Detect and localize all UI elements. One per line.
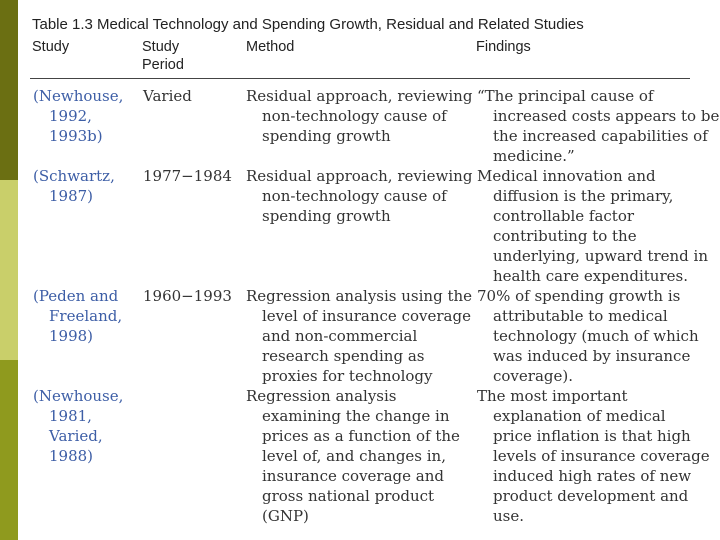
findings-line: explanation of medical [493, 407, 666, 425]
study-line: (Newhouse, [33, 387, 124, 405]
method-line: gross national product [262, 487, 435, 505]
findings-line: diffusion is the primary, [493, 187, 674, 205]
findings-line: 70% of spending growth is [477, 287, 681, 305]
findings-line: coverage). [493, 367, 573, 385]
findings-line: use. [493, 507, 525, 525]
method-line: insurance coverage and [262, 467, 444, 485]
findings-line: technology (much of which [493, 327, 699, 345]
findings-line: underlying, upward trend in [493, 247, 708, 265]
study-cell [33, 166, 133, 206]
findings-line: levels of insurance coverage [493, 447, 710, 465]
method-line: Regression analysis [246, 387, 397, 405]
findings-line: price inflation is that high [493, 427, 691, 445]
findings-line: “The principal cause of [477, 87, 654, 105]
period-cell: Varied [143, 87, 192, 105]
method-line: examining the change in [262, 407, 450, 425]
method-cell [246, 286, 473, 386]
study-cell [33, 86, 133, 146]
study-line: 1998) [49, 327, 94, 345]
header-period-line-1: Study [142, 39, 180, 55]
method-line: level of insurance coverage [262, 307, 471, 325]
findings-line: contributing to the [493, 227, 637, 245]
header-study: Study [32, 39, 70, 55]
method-line: proxies for technology [262, 367, 433, 385]
method-line: spending growth [262, 207, 391, 225]
findings-cell [477, 86, 720, 166]
findings-line: controllable factor [493, 207, 635, 225]
period-cell: 1977−1984 [143, 167, 232, 185]
decorative-side-bar [0, 0, 18, 540]
method-cell [246, 386, 468, 526]
method-line: spending growth [262, 127, 391, 145]
study-line: Varied, [49, 427, 103, 445]
findings-line: increased costs appears to be [493, 107, 720, 125]
header-findings: Findings [476, 39, 531, 55]
method-line: research spending as [262, 347, 425, 365]
findings-line: attributable to medical [493, 307, 668, 325]
findings-line: Medical innovation and [477, 167, 656, 185]
study-line: 1988) [49, 447, 94, 465]
findings-line: the increased capabilities of [493, 127, 708, 145]
header-method: Method [246, 39, 295, 55]
side-bar-segment-olive [0, 360, 18, 540]
study-cell [33, 286, 133, 346]
period-cell: 1960−1993 [143, 287, 232, 305]
method-line: (GNP) [262, 507, 309, 525]
method-line: prices as a function of the [262, 427, 460, 445]
method-line: level of, and changes in, [262, 447, 446, 465]
findings-line: health care expenditures. [493, 267, 688, 285]
findings-line: product development and [493, 487, 689, 505]
findings-line: induced high rates of new [493, 467, 692, 485]
study-line: 1992, [49, 107, 92, 125]
findings-cell [477, 286, 699, 386]
study-line: (Schwartz, [33, 167, 115, 185]
study-line: Freeland, [49, 307, 123, 325]
header-period-line-2: Period [142, 57, 184, 73]
findings-cell [477, 166, 708, 286]
method-cell [246, 166, 473, 226]
table-header [0, 36, 720, 78]
study-line: (Newhouse, [33, 87, 124, 105]
method-line: non-technology cause of [262, 187, 447, 205]
findings-cell [477, 386, 710, 526]
side-bar-segment-dark [0, 0, 18, 180]
study-line: 1987) [49, 187, 94, 205]
header-period [142, 38, 184, 74]
method-line: Residual approach, reviewing [246, 167, 473, 185]
study-line: (Peden and [33, 287, 119, 305]
findings-line: was induced by insurance [493, 347, 691, 365]
table-caption: Table 1.3 Medical Technology and Spending Growth, Residual and Related Studies [32, 16, 584, 33]
study-line: 1981, [49, 407, 92, 425]
side-bar-segment-light [0, 180, 18, 360]
study-cell [33, 386, 133, 466]
method-line: and non-commercial [262, 327, 418, 345]
findings-line: The most important [477, 387, 628, 405]
header-rule [30, 78, 690, 79]
study-line: 1993b) [49, 127, 103, 145]
method-line: Regression analysis using the [246, 287, 473, 305]
method-line: Residual approach, reviewing [246, 87, 473, 105]
method-cell [246, 86, 473, 146]
method-line: non-technology cause of [262, 107, 447, 125]
findings-line: medicine.” [493, 147, 575, 165]
